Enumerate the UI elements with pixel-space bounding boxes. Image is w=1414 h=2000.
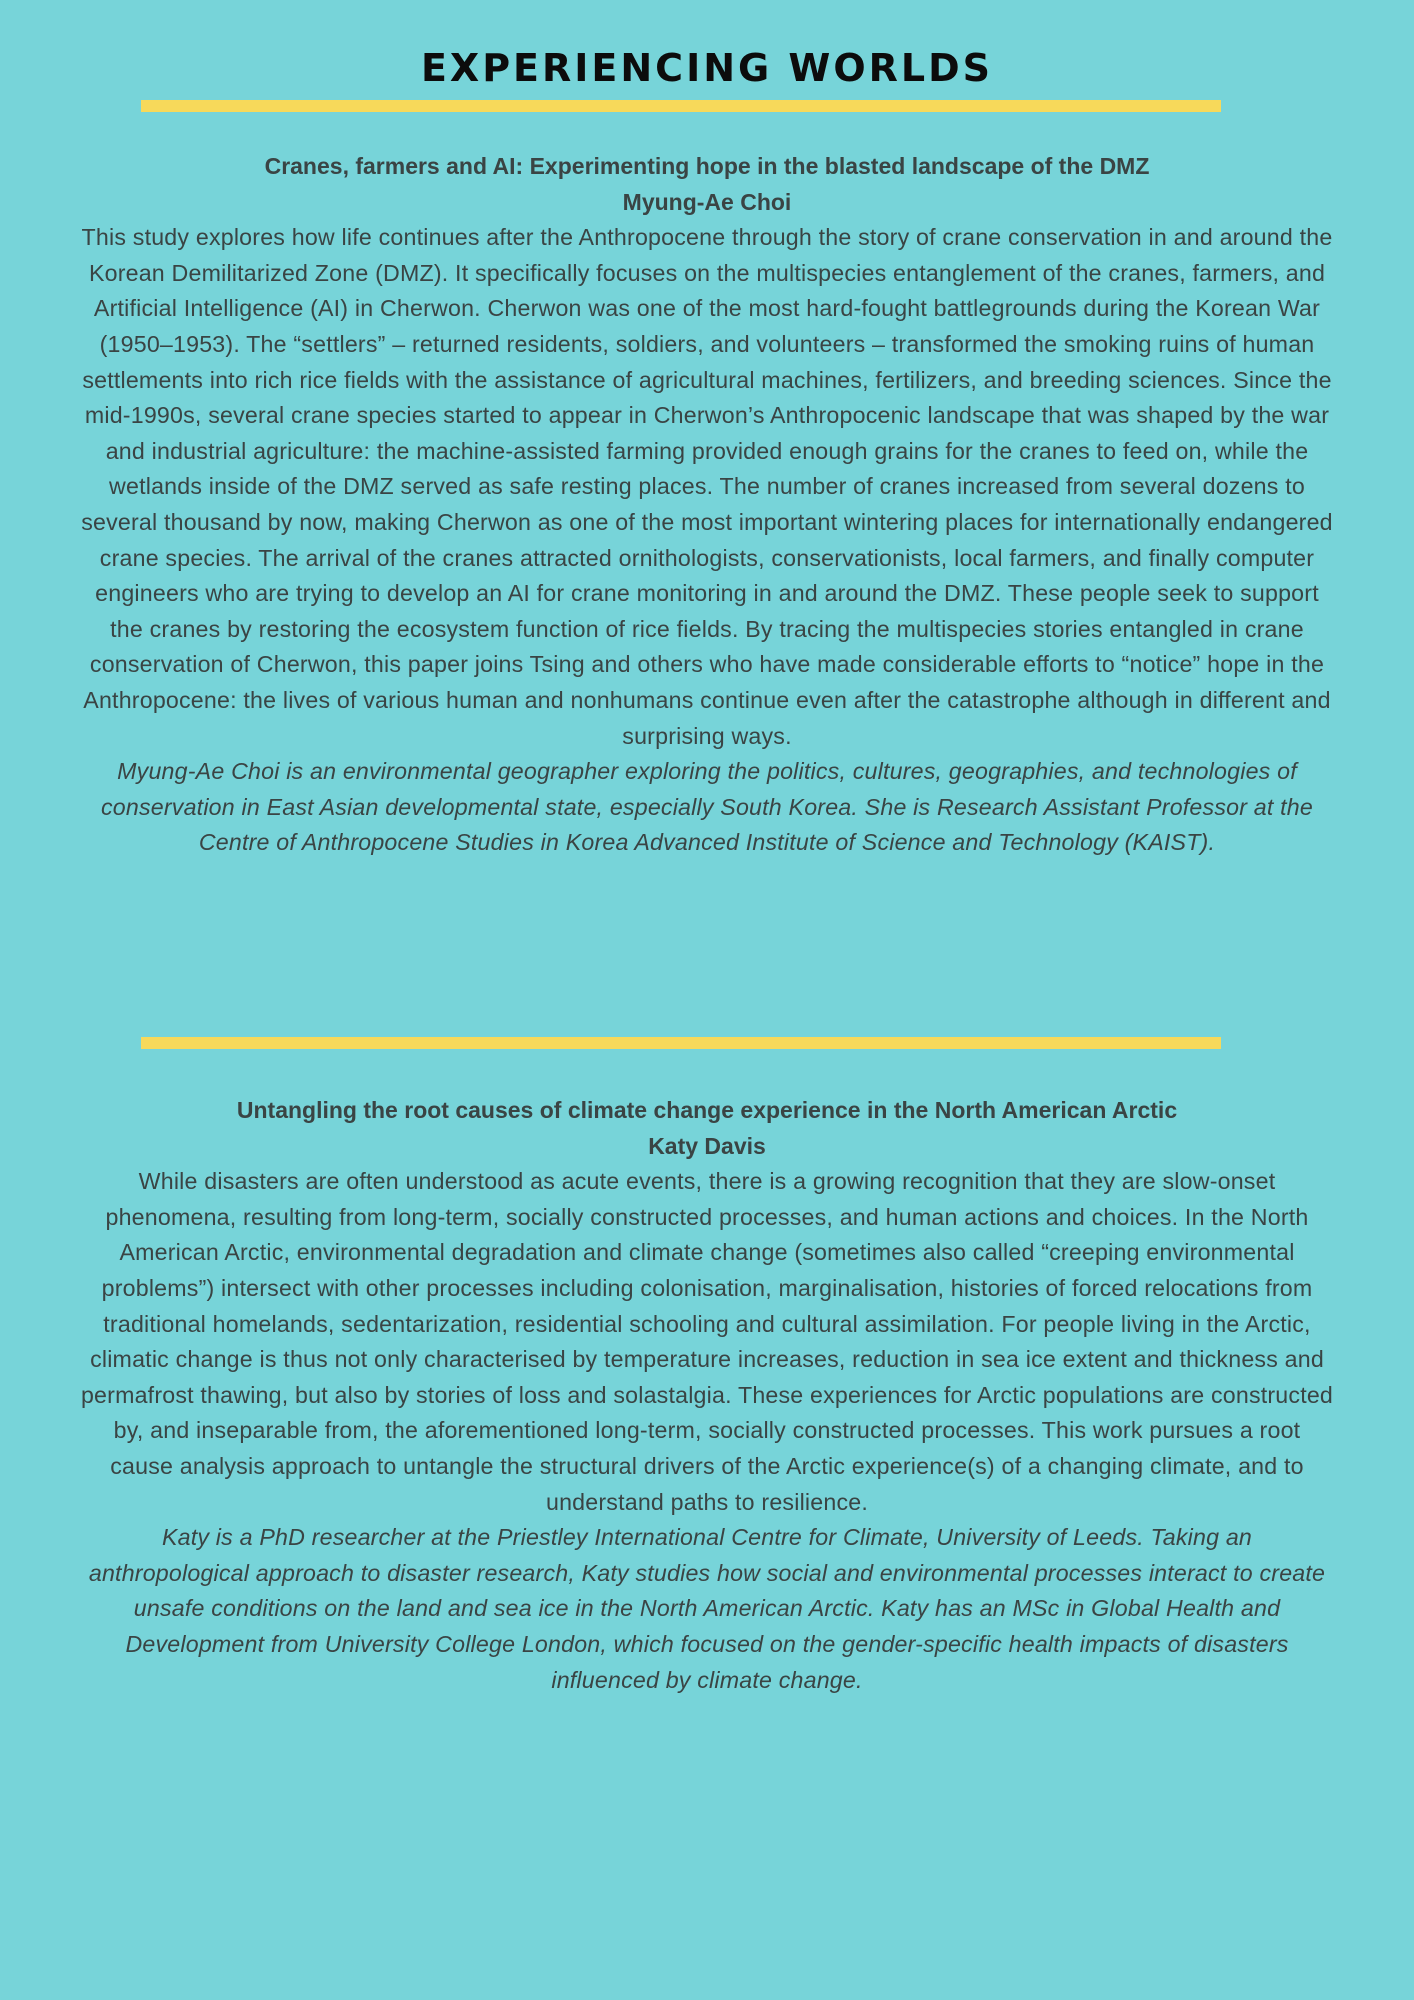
section-divider [141,1037,1221,1049]
talk-author: Myung-Ae Choi [622,188,792,215]
talk-abstract: This study explores how life continues after the Anthropocene through the story of crane conservation in and around the Korean Demilitarized Zone (DMZ). It specifically focuses on the multispecies entanglement of the cranes, farmers, and Artificial Intelligence (AI) in Cherwon. Cherwon was one of the most hard-fought battlegrounds during the Korean War (1950–1953). The “settlers” – returned residents, soldiers, and volunteers – transformed the smoking ruins of human settlements into rich rice fields with the assistance of agricultural machines, fertilizers, and breeding sciences. Since the mid-1990s, several crane species started to appear in Cherwon’s Anthropocenic landscape that was shaped by the war and industrial agriculture: the machine-assisted farming provided enough grains for the cranes to feed on, while the wetlands inside of the DMZ served as safe resting places. The number of cranes increased from several dozens to several thousand by now, making Cherwon as one of the most important wintering places for internationally endangered crane species. The arrival of the cranes attracted ornithologists, conservationists, local farmers, and finally computer engineers who are trying to develop an AI for crane monitoring in and around the DMZ. These people seek to support the cranes by restoring the ecosystem function of rice fields. By tracing the multispecies stories entangled in crane conservation of Cherwon, this paper joins Tsing and others who have made considerable efforts to “notice” hope in the Anthropocene: the lives of various human and nonhumans continue even after the catastrophe although in different and surprising ways. [81,224,1333,749]
speaker-bio: Katy is a PhD researcher at the Priestley International Centre for Climate, University of Leeds. Taking an anthropological approach to disaster research, Katy studies how social and environmental processes interact to create unsafe conditions on the land and sea ice in the North American Arctic. Katy has an MSc in Global Health and Development from University College London, which focused on the gender-specific health impacts of disasters influenced by climate change. [88,1524,1326,1693]
speaker-bio: Myung-Ae Choi is an environmental geographer exploring the politics, cultures, geographies, and technologies of conservation in East Asian developmental state, especially South Korea. She is Research Assistant Professor at the Centre of Anthropocene Studies in Korea Advanced Institute of Science and Technology (KAIST). [100,758,1313,856]
talk-title: Cranes, farmers and AI: Experimenting hope in the blasted landscape of the DMZ [264,153,1150,179]
talk-title: Untangling the root causes of climate change experience in the North American Arctic [236,1097,1178,1123]
talk-section-1 [80,149,1334,861]
top-divider [141,100,1221,112]
talk-abstract: While disasters are often understood as acute events, there is a growing recognition that they are slow-onset phenomena, resulting from long-term, socially constructed processes, and human actions and choices. In the North American Arctic, environmental degradation and climate change (sometimes also called “creeping environmental problems”) intersect with other processes including colonisation, marginalisation, histories of forced relocations from traditional homelands, sedentarization, residential schooling and cultural assimilation. For people living in the Arctic, climatic change is thus not only characterised by temperature increases, reduction in sea ice extent and thickness and permafrost thawing, but also by stories of loss and solastalgia. These experiences for Arctic populations are constructed by, and inseparable from, the aforementioned long-term, socially constructed processes. This work pursues a root cause analysis approach to untangle the structural drivers of the Arctic experience(s) of a changing climate, and to understand paths to resilience. [80,1168,1334,1515]
talk-section-2 [80,1093,1334,1698]
page-title: EXPERIENCING WORLDS [420,46,994,90]
talk-author: Katy Davis [648,1132,766,1159]
